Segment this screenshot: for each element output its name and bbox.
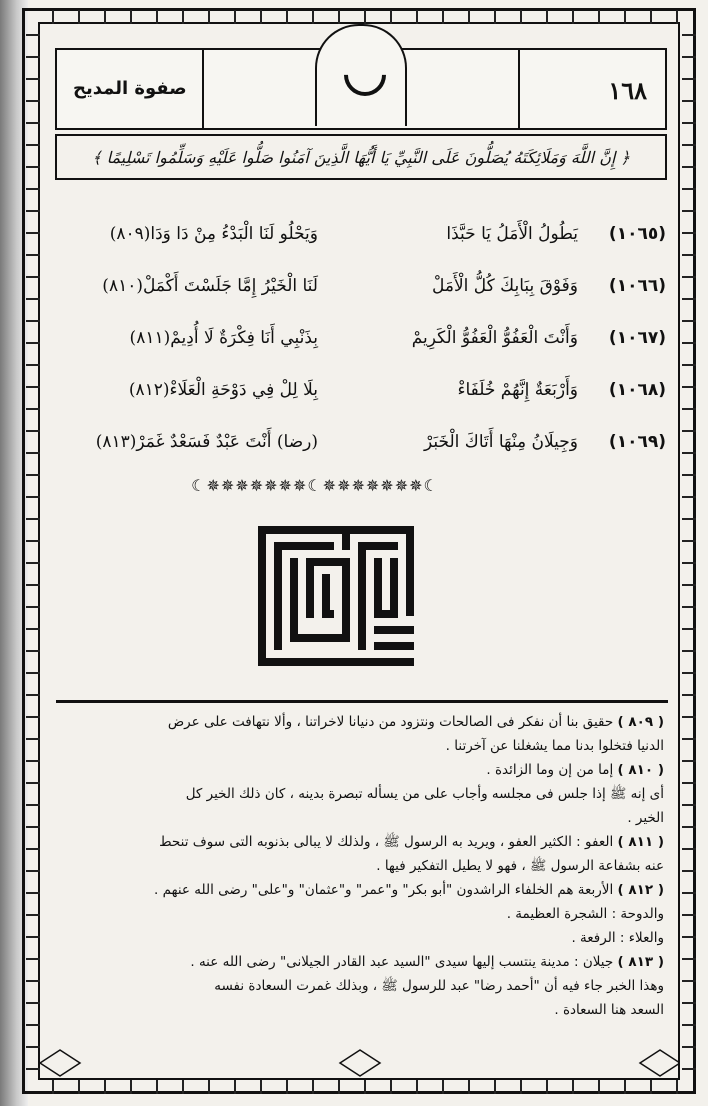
first-hemistich: يَطُولُ الْأَمَلُ يَا حَبَّذَا bbox=[446, 224, 578, 244]
footnote-separator bbox=[56, 700, 668, 703]
crescent-arch-ornament bbox=[315, 24, 407, 126]
poem-row bbox=[56, 374, 666, 426]
verse-number: (١٠٦٧) bbox=[608, 328, 666, 348]
header-left-cell bbox=[57, 50, 204, 128]
first-hemistich: وَأَرْبَعَةٌ إِنَّهُمْ خُلَفَاءْ bbox=[457, 380, 578, 400]
footnote-line: ( ٨١٠ ) إما من إن وما الزائدة . bbox=[486, 762, 664, 778]
verse-number: (١٠٦٩) bbox=[608, 432, 666, 452]
footnote-line: والعلاء : الرفعة . bbox=[571, 930, 664, 946]
verse-number: (١٠٦٥) bbox=[608, 224, 666, 244]
second-hemistich: وَيَحْلُو لَنَا الْبَدْءُ مِنْ دَا وَدَا(٨٠٩) bbox=[109, 224, 318, 244]
second-hemistich: بِلَا لِلْ فِي دَوْحَةِ الْعَلَاءْ(٨١٢) bbox=[128, 380, 318, 400]
poem-row bbox=[56, 270, 666, 322]
right-border-pattern bbox=[682, 24, 696, 1084]
footnote-line: أى إنه ﷺ إذا جلس فى مجلسه وأجاب على من يسأله تبصرة بدينه ، كان ذلك الخير كل bbox=[185, 786, 664, 802]
star-ornament-divider: ☾✵✵✵✵✵✵✵☾✵✵✵✵✵✵✵☾ bbox=[191, 476, 439, 495]
left-border-pattern bbox=[26, 24, 40, 1084]
footnotes bbox=[60, 710, 664, 1022]
footnote-line: ( ٨١١ ) العفو : الكثير العفو ، ويريد به الرسول ﷺ ، ولذلك لا يبالى بذنوبه التى سوف تنحط bbox=[159, 834, 664, 850]
footnote-line: عنه بشفاعة الرسول ﷺ ، فهو لا يطيل التفكير فيها . bbox=[376, 858, 664, 874]
page-number: ١٦٨ bbox=[608, 76, 647, 105]
quran-verse-text: ﴿ إِنَّ اللَّهَ وَمَلَائِكَتَهُ يُصَلُّونَ عَلَى النَّبِيِّ يَا أَيُّهَا الَّذِينَ آمَنُوا صَلُّوا عَلَيْهِ وَسَلِّمُوا تَسْلِيمًا ﴾ bbox=[92, 147, 630, 167]
first-hemistich: وَجِيلَانُ مِنْهَا أَتَاكَ الْخَبَرْ bbox=[424, 432, 578, 452]
footnote-line: السعد هنا السعادة . bbox=[554, 1002, 664, 1018]
poem-row bbox=[56, 218, 666, 270]
second-hemistich: بِذَنْبِي أَنَا فِكْرَةٌ لَا أُدِيمْ(٨١١) bbox=[129, 328, 318, 348]
second-hemistich: لَنَا الْخَيْرُ إِمَّا جَلَسْتَ أَكْمَلْ(٨١٠) bbox=[102, 276, 318, 296]
page-header bbox=[55, 48, 667, 130]
poem-row bbox=[56, 426, 666, 478]
footnote-line: الدنيا فتخلوا بدنا مما يشغلنا عن آخرتنا . bbox=[445, 738, 664, 754]
footnote-line: ( ٨١٢ ) الأربعة هم الخلفاء الراشدون "أبو بكر" و"عمر" و"عثمان" و"على" رضى الله عنهم . bbox=[154, 882, 664, 898]
first-hemistich: وَأَنْتَ الْعَفُوُّ الْعَفُوُّ الْكَرِيمْ bbox=[411, 328, 578, 348]
poem-verses bbox=[56, 218, 666, 478]
footnote-line: ( ٨١٣ ) جيلان : مدينة ينتسب إليها سيدى "السيد عبد القادر الجيلانى" رضى الله عنه . bbox=[190, 954, 664, 970]
kufic-calligraphy-icon bbox=[258, 526, 414, 666]
header-right-cell bbox=[518, 50, 665, 128]
top-border-pattern bbox=[40, 10, 680, 24]
book-title: صفوة المديح bbox=[73, 78, 187, 99]
first-hemistich: وَفَوْقَ بِبَابِكَ كُلُّ الْأَمَلْ bbox=[432, 276, 578, 296]
crescent-icon bbox=[335, 45, 394, 104]
bottom-ornament-band bbox=[40, 1046, 680, 1080]
second-hemistich: (رضا) أَنْتَ عَبْدٌ فَسَعْدٌ غَمَرْ(٨١٣) bbox=[95, 432, 318, 452]
verse-number: (١٠٦٨) bbox=[608, 380, 666, 400]
footnote-line: الخير . bbox=[627, 810, 664, 826]
verse-number: (١٠٦٦) bbox=[608, 276, 666, 296]
poem-row bbox=[56, 322, 666, 374]
footnote-line: وهذا الخبر جاء فيه أن "أحمد رضا" عبد للرسول ﷺ ، وبذلك غمرت السعادة نفسه bbox=[214, 978, 664, 994]
footnote-line: والدوحة : الشجرة العظيمة . bbox=[506, 906, 664, 922]
bottom-border-pattern bbox=[40, 1080, 680, 1094]
quran-verse-banner bbox=[55, 134, 667, 180]
footnote-line: ( ٨٠٩ ) حقيق بنا أن نفكر فى الصالحات ونتزود من دنيانا لاخراتنا ، وألا نتهافت على عرض bbox=[167, 714, 664, 730]
